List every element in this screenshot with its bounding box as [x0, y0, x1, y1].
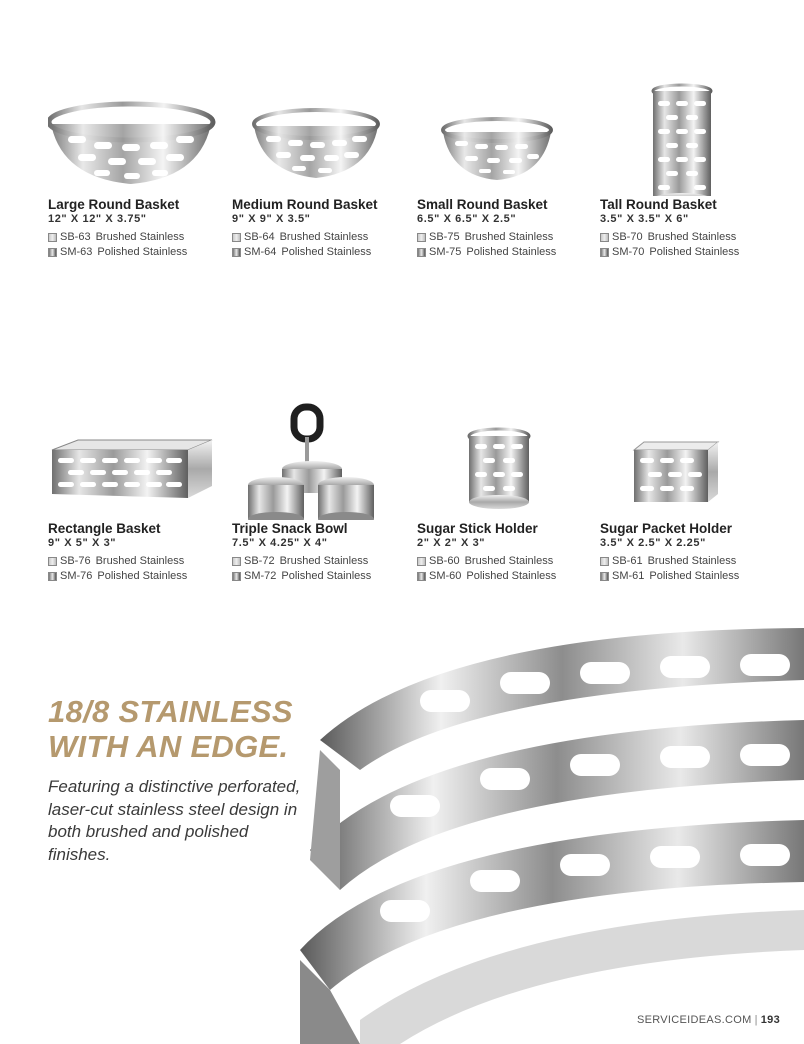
sku-finish: Polished Stainless: [649, 246, 740, 258]
polished-swatch-icon: [48, 248, 57, 257]
sku-brushed: [600, 555, 736, 567]
sku-code: SB-61: [612, 555, 643, 567]
sku-finish: Brushed Stainless: [647, 555, 737, 567]
sku-brushed: [417, 231, 553, 243]
polished-swatch-icon: [48, 572, 57, 581]
product-name: Large Round Basket: [48, 197, 180, 212]
product-dimensions: 9" X 9" X 3.5": [232, 213, 311, 225]
promo-tagline: Featuring a distinctive perforated, laser-cut stainless steel design in both brushed and polished finishes.: [48, 777, 301, 864]
product-dimensions: 12" X 12" X 3.75": [48, 213, 147, 225]
product-dimensions: 6.5" X 6.5" X 2.5": [417, 213, 517, 225]
sku-finish: Polished Stainless: [281, 246, 372, 258]
sku-brushed: [48, 555, 184, 567]
sku-code: SB-63: [60, 231, 91, 243]
brushed-swatch-icon: [417, 233, 426, 242]
brushed-swatch-icon: [48, 557, 57, 566]
page-number: 193: [760, 1014, 780, 1026]
sku-code: SM-72: [244, 570, 277, 582]
sku-code: SM-75: [429, 246, 462, 258]
sugar-stick-holder-image: [417, 420, 595, 520]
page-footer: [637, 1014, 780, 1026]
sku-finish: Polished Stainless: [97, 246, 188, 258]
sku-polished: [600, 246, 739, 258]
product-name: Rectangle Basket: [48, 521, 161, 536]
tall-round-basket-image: [600, 70, 778, 196]
sku-code: SM-60: [429, 570, 462, 582]
sku-brushed: [417, 555, 553, 567]
brushed-swatch-icon: [232, 233, 241, 242]
sku-finish: Brushed Stainless: [647, 231, 737, 243]
sku-code: SB-72: [244, 555, 275, 567]
sku-polished: [417, 570, 556, 582]
sku-finish: Brushed Stainless: [95, 555, 185, 567]
product-name: Triple Snack Bowl: [232, 521, 348, 536]
brushed-swatch-icon: [600, 233, 609, 242]
product-name: Sugar Stick Holder: [417, 521, 538, 536]
product-dimensions: 2" X 2" X 3": [417, 537, 486, 549]
sku-finish: Brushed Stainless: [279, 555, 369, 567]
sku-brushed: [48, 231, 184, 243]
product-dimensions: 3.5" X 3.5" X 6": [600, 213, 689, 225]
polished-swatch-icon: [417, 572, 426, 581]
sku-polished: [600, 570, 739, 582]
polished-swatch-icon: [600, 572, 609, 581]
sku-polished: [48, 570, 187, 582]
product-name: Small Round Basket: [417, 197, 548, 212]
product-dimensions: 3.5" X 2.5" X 2.25": [600, 537, 706, 549]
sku-brushed: [232, 231, 368, 243]
sku-brushed: [232, 555, 368, 567]
sku-finish: Brushed Stainless: [464, 231, 554, 243]
promo-headline: [48, 694, 293, 764]
triple-snack-bowl-image: [232, 382, 410, 520]
brushed-swatch-icon: [600, 557, 609, 566]
headline-line-1: 18/8 STAINLESS: [48, 694, 293, 729]
product-dimensions: 9" X 5" X 3": [48, 537, 117, 549]
headline-line-2: WITH AN EDGE.: [48, 729, 289, 764]
sku-polished: [48, 246, 187, 258]
large-round-basket-image: [48, 96, 226, 196]
sku-finish: Polished Stainless: [97, 570, 188, 582]
sku-code: SB-60: [429, 555, 460, 567]
sku-finish: Polished Stainless: [281, 570, 372, 582]
polished-swatch-icon: [232, 572, 241, 581]
sku-code: SB-64: [244, 231, 275, 243]
polished-swatch-icon: [600, 248, 609, 257]
brushed-swatch-icon: [417, 557, 426, 566]
small-round-basket-image: [417, 96, 595, 196]
rectangle-basket-image: [48, 420, 226, 520]
sku-finish: Polished Stainless: [466, 570, 557, 582]
sugar-packet-holder-image: [600, 420, 778, 520]
sku-code: SB-75: [429, 231, 460, 243]
medium-round-basket-image: [232, 96, 410, 196]
hero-basket-closeup-image: [300, 620, 804, 1044]
sku-finish: Brushed Stainless: [279, 231, 369, 243]
sku-finish: Polished Stainless: [649, 570, 740, 582]
polished-swatch-icon: [417, 248, 426, 257]
sku-code: SM-70: [612, 246, 645, 258]
brushed-swatch-icon: [48, 233, 57, 242]
sku-polished: [232, 570, 371, 582]
sku-code: SB-76: [60, 555, 91, 567]
sku-polished: [417, 246, 556, 258]
product-name: Medium Round Basket: [232, 197, 378, 212]
product-name: Sugar Packet Holder: [600, 521, 733, 536]
sku-code: SB-70: [612, 231, 643, 243]
sku-polished: [232, 246, 371, 258]
sku-code: SM-76: [60, 570, 93, 582]
sku-brushed: [600, 231, 736, 243]
product-dimensions: 7.5" X 4.25" X 4": [232, 537, 328, 549]
brushed-swatch-icon: [232, 557, 241, 566]
footer-separator: |: [754, 1014, 758, 1026]
product-name: Tall Round Basket: [600, 197, 717, 212]
sku-finish: Polished Stainless: [466, 246, 557, 258]
sku-code: SM-64: [244, 246, 277, 258]
footer-website: SERVICEIDEAS.COM: [636, 1014, 752, 1026]
sku-finish: Brushed Stainless: [95, 231, 185, 243]
polished-swatch-icon: [232, 248, 241, 257]
sku-code: SM-61: [612, 570, 645, 582]
sku-finish: Brushed Stainless: [464, 555, 554, 567]
sku-code: SM-63: [60, 246, 93, 258]
